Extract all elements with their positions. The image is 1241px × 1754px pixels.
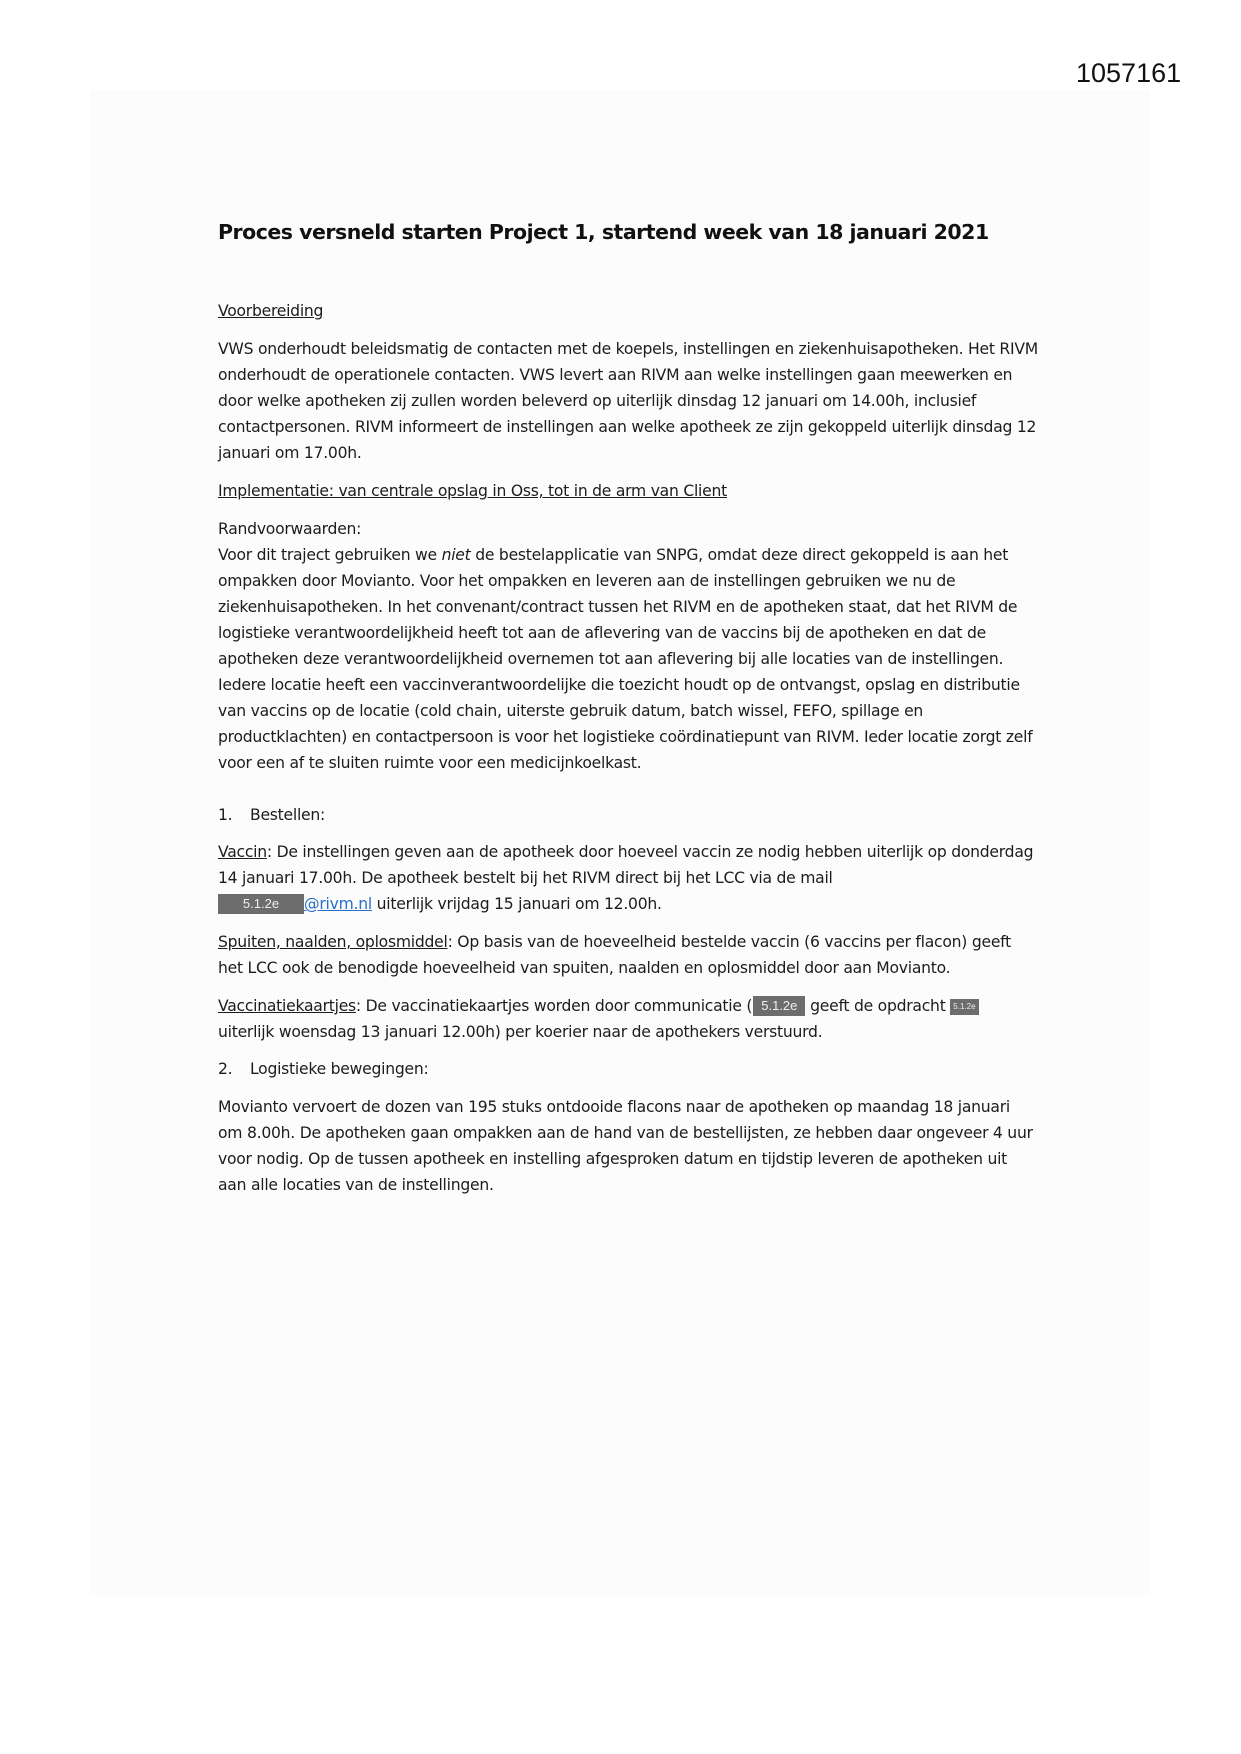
paragraph-logistiek: Movianto vervoert de dozen van 195 stuks ontdooide flacons naar de apotheken op maandag 18 januari om 8.00h. De apotheken gaan ompakken aan de hand van de bestellijsten, ze hebben daar ongeveer 4 uur voor nodig. Op de tussen apotheek en instelling afgesproken datum en tijdstip leveren de apotheken uit aan alle locaties van de instellingen. (218, 1098, 1033, 1194)
text-segment: Voor dit traject gebruiken we (218, 546, 442, 564)
paragraph-randvoorwaarden (218, 542, 1038, 776)
heading-bestellen: Bestellen: (250, 806, 326, 824)
document-number: 1057161 (1076, 58, 1182, 88)
email-link[interactable]: @rivm.nl (304, 895, 372, 913)
heading-implementatie: Implementatie: van centrale opslag in Oss, tot in de arm van Client (218, 482, 727, 500)
paragraph-voorbereiding: VWS onderhoudt beleidsmatig de contacten met de koepels, instellingen en ziekenhuisapotheken. Het RIVM onderhoudt de operationele contacten. VWS levert aan RIVM aan welke instellingen gaan meewerken en door welke apotheken zij zullen worden beleverd op uiterlijk dinsdag 12 januari om 14.00h, inclusief contactpersonen. RIVM informeert de instellingen aan welke apotheek ze zijn gekoppeld uiterlijk dinsdag 12 januari om 17.00h. (218, 340, 1038, 462)
paragraph-vaccinatiekaartjes (218, 993, 1038, 1045)
paragraph-spuiten (218, 929, 1038, 981)
text-segment: uiterlijk woensdag 13 januari 12.00h) per koerier naar de apothekers verstuurd. (218, 1023, 823, 1041)
label-vaccinatiekaartjes: Vaccinatiekaartjes (218, 997, 356, 1015)
label-randvoorwaarden: Randvoorwaarden: (218, 520, 362, 538)
italic-emphasis: niet (441, 546, 471, 564)
redaction-block: 5.1.2e (218, 894, 304, 914)
text-segment: geeft de opdracht (805, 997, 951, 1015)
label-vaccin: Vaccin (218, 843, 267, 861)
document-title: Proces versneld starten Project 1, startend week van 18 januari 2021 (218, 220, 989, 244)
text-segment: uiterlijk vrijdag 15 januari om 12.00h. (371, 895, 662, 913)
label-spuiten: Spuiten, naalden, oplosmiddel (218, 933, 448, 951)
heading-voorbereiding: Voorbereiding (218, 302, 324, 320)
list-number: 2. (218, 1060, 233, 1078)
list-number: 1. (218, 806, 233, 824)
heading-logistiek: Logistieke bewegingen: (250, 1060, 429, 1078)
text-segment: de bestelapplicatie van SNPG, omdat deze direct gekoppeld is aan het ompakken door Movianto. Voor het ompakken en leveren aan de instellingen gebruiken we nu de ziekenhuisapotheken. In het convenant/contract tussen het RIVM en de apotheken staat, dat het RIVM de logistieke verantwoordelijkheid heeft tot aan de aflevering van de vaccins bij de apotheken en dat de apotheken deze verantwoordelijkheid overnemen tot aan aflevering bij alle locaties van de instellingen. Iedere locatie heeft een vaccinverantwoordelijke die toezicht houdt op de ontvangst, opslag en distributie van vaccins op de locatie (cold chain, uiterste gebruik datum, batch wissel, FEFO, spillage en productklachten) en contactpersoon is voor het logistieke coördinatiepunt van RIVM. Ieder locatie zorgt zelf voor een af te sluiten ruimte voor een medicijnkoelkast. (218, 546, 1033, 772)
document-body (218, 218, 1038, 1198)
numbered-heading-bestellen (218, 802, 1038, 828)
text-segment: : Op basis van de hoeveelheid bestelde vaccin (6 vaccins per flacon) geeft het LCC ook de benodigde hoeveelheid van spuiten, naalden en oplosmiddel door aan Movianto. (218, 933, 1012, 977)
redaction-block: 5.1.2e (753, 996, 805, 1016)
text-segment: : De instellingen geven aan de apotheek door hoeveel vaccin ze nodig hebben uiterlijk op donderdag 14 januari 17.00h. De apotheek bestelt bij het RIVM direct bij het LCC via de mail (218, 843, 1034, 887)
numbered-heading-logistiek (218, 1056, 1038, 1082)
redaction-block: 5.1.2e (950, 999, 978, 1015)
paragraph-vaccin (218, 839, 1038, 917)
text-segment: : De vaccinatiekaartjes worden door communicatie ( (355, 997, 753, 1015)
